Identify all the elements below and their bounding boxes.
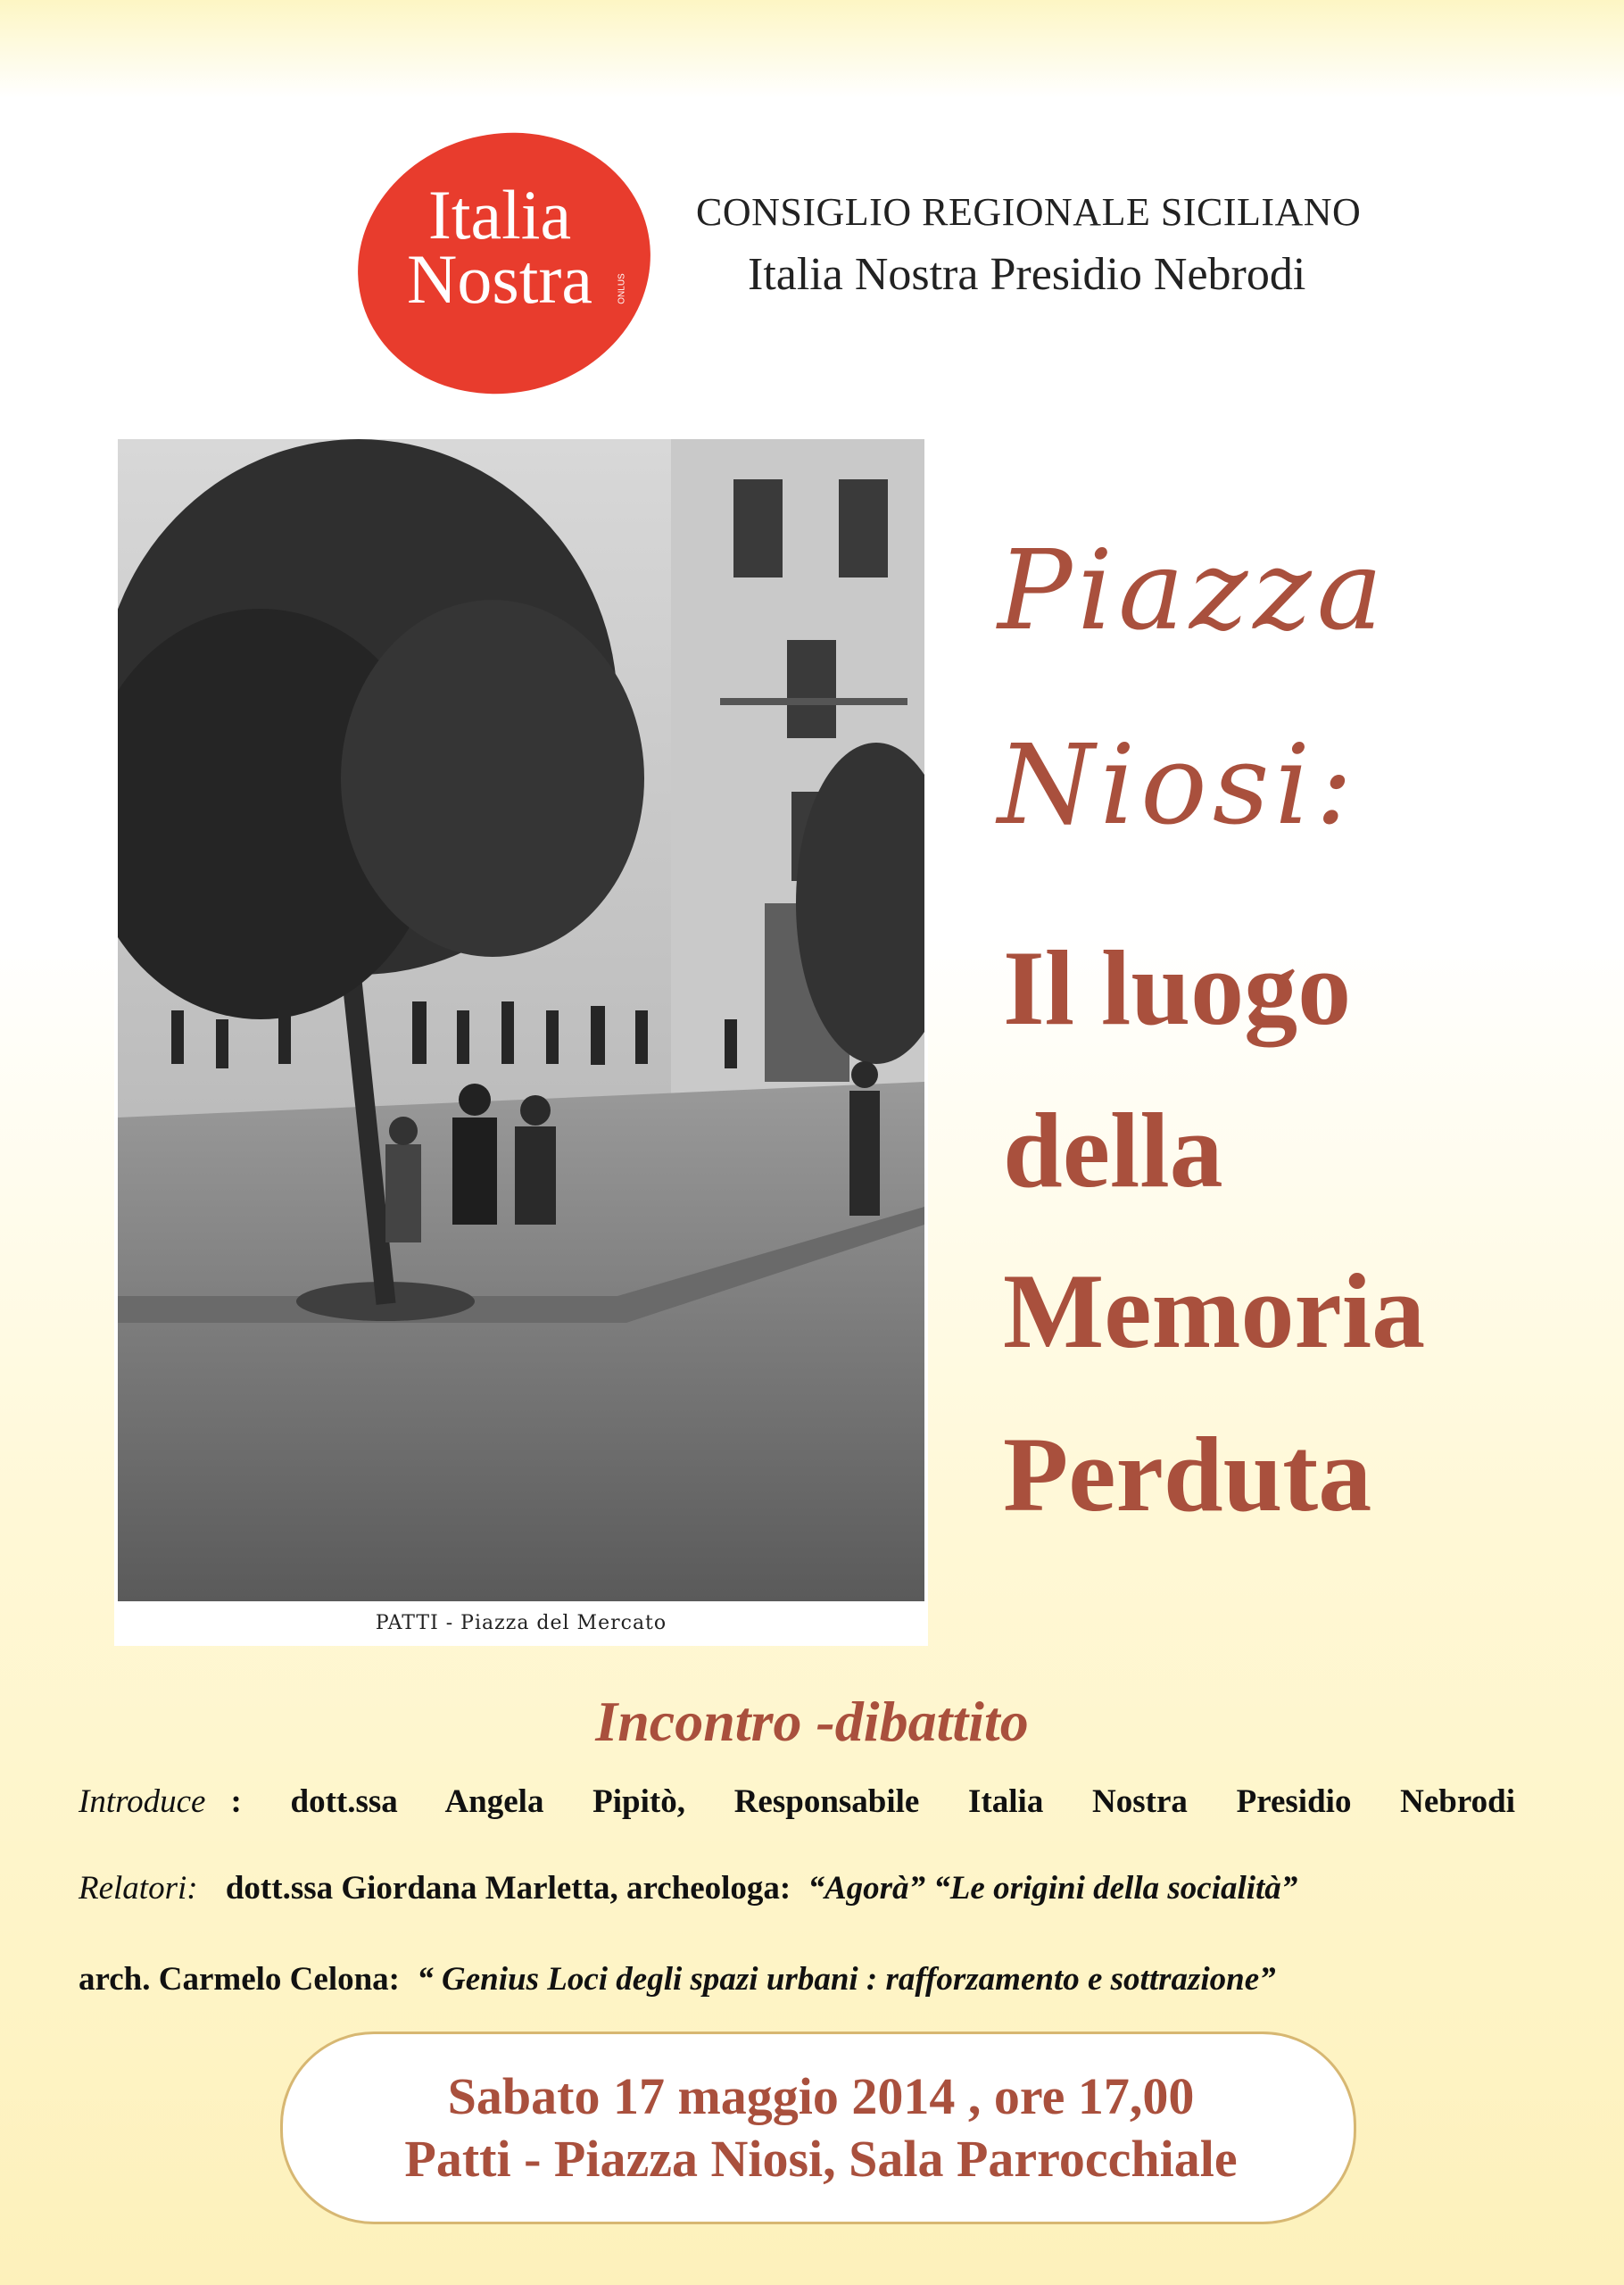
speaker-1: dott.ssa Giordana Marletta, archeologa: — [225, 1870, 791, 1907]
event-subtitle: Incontro -dibattito — [595, 1690, 1029, 1753]
logo-small-text: ONLUS — [617, 273, 627, 304]
relatori-label: Relatori: — [79, 1870, 198, 1907]
title-line-5: Memoria — [1003, 1251, 1426, 1370]
intro-label: Introduce — [79, 1783, 206, 1820]
talk-1: “Agorà” “Le origini della socialità” — [808, 1870, 1298, 1907]
talk-2: “ Genius Loci degli spazi urbani : rafforzamento e sottrazione” — [417, 1961, 1276, 1998]
photo-illustration — [118, 439, 924, 1601]
intro-line — [79, 1782, 1515, 1821]
logo-line-1: Italia — [427, 176, 572, 253]
speaker-2: arch. Carmelo Celona: — [79, 1961, 400, 1998]
event-date: Sabato 17 maggio 2014 , ore 17,00 — [447, 2067, 1195, 2125]
historic-photo-frame — [114, 436, 928, 1646]
title-line-1: Piazza — [998, 527, 1388, 655]
title-line-4: della — [1003, 1091, 1223, 1209]
title-line-6: Perduta — [1003, 1415, 1372, 1533]
organization-council: CONSIGLIO REGIONALE SICILIANO — [696, 190, 1362, 234]
relatori-line-2 — [79, 1960, 1515, 1998]
event-place: Patti - Piazza Niosi, Sala Parrocchiale — [404, 2130, 1238, 2188]
title-line-2: Niosi: — [998, 721, 1358, 850]
logo-line-2: Nostra — [407, 240, 592, 318]
photo-caption: PATTI - Piazza del Mercato — [375, 1612, 667, 1634]
intro-text: : dott.ssa Angela Pipitò, Responsabile Italia Nostra Presidio Nebrodi — [230, 1783, 1515, 1820]
title-line-3: Il luogo — [1003, 928, 1352, 1047]
logo-text — [366, 176, 634, 318]
relatori-line-1 — [79, 1869, 1515, 1907]
organization-presidio: Italia Nostra Presidio Nebrodi — [748, 249, 1306, 300]
event-info-box — [280, 2032, 1356, 2224]
historic-photo — [118, 439, 924, 1601]
